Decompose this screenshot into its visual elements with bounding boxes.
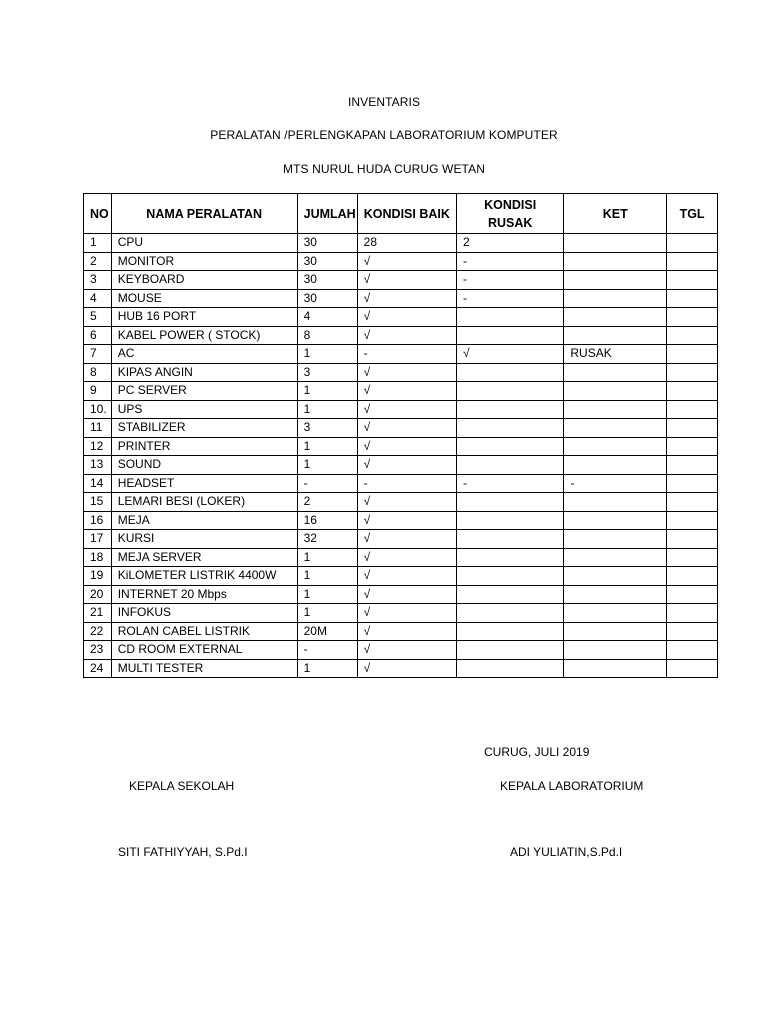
- table-row: [84, 345, 718, 364]
- cell-kondisi-baik: √: [357, 493, 456, 512]
- header-kondisi-baik: KONDISI BAIK: [357, 194, 456, 234]
- cell-kondisi-rusak: [456, 326, 563, 345]
- cell-no: 1: [84, 234, 112, 253]
- cell-kondisi-baik: √: [357, 419, 456, 438]
- cell-tgl: [667, 252, 718, 271]
- cell-kondisi-baik: √: [357, 456, 456, 475]
- cell-nama: MULTI TESTER: [111, 659, 297, 678]
- cell-ket: [564, 622, 667, 641]
- cell-kondisi-rusak: -: [456, 271, 563, 290]
- cell-jumlah: -: [297, 474, 357, 493]
- cell-nama: UPS: [111, 400, 297, 419]
- cell-kondisi-rusak: [456, 493, 563, 512]
- cell-jumlah: -: [297, 641, 357, 660]
- cell-jumlah: 3: [297, 419, 357, 438]
- cell-ket: [564, 548, 667, 567]
- table-row: [84, 567, 718, 586]
- cell-kondisi-rusak: √: [456, 345, 563, 364]
- cell-no: 12: [84, 437, 112, 456]
- cell-tgl: [667, 400, 718, 419]
- cell-tgl: [667, 326, 718, 345]
- cell-kondisi-rusak: -: [456, 252, 563, 271]
- header-jumlah: JUMLAH: [297, 194, 357, 234]
- table-row: [84, 382, 718, 401]
- cell-tgl: [667, 659, 718, 678]
- cell-nama: KiLOMETER LISTRIK 4400W: [111, 567, 297, 586]
- table-row: [84, 604, 718, 623]
- cell-jumlah: 1: [297, 659, 357, 678]
- cell-tgl: [667, 622, 718, 641]
- cell-kondisi-rusak: [456, 437, 563, 456]
- cell-ket: [564, 308, 667, 327]
- cell-kondisi-baik: √: [357, 641, 456, 660]
- cell-kondisi-baik: √: [357, 363, 456, 382]
- header-kondisi-rusak: KONDISI RUSAK: [456, 194, 563, 234]
- cell-nama: HUB 16 PORT: [111, 308, 297, 327]
- table-row: [84, 548, 718, 567]
- cell-ket: [564, 363, 667, 382]
- cell-tgl: [667, 345, 718, 364]
- place-date: CURUG, JULI 2019: [484, 745, 590, 759]
- document-title: INVENTARIS: [347, 95, 421, 109]
- cell-kondisi-rusak: [456, 548, 563, 567]
- cell-kondisi-rusak: 2: [456, 234, 563, 253]
- table-row: [84, 234, 718, 253]
- cell-kondisi-baik: √: [357, 382, 456, 401]
- cell-no: 17: [84, 530, 112, 549]
- header-nama-peralatan: NAMA PERALATAN: [111, 194, 297, 234]
- cell-no: 21: [84, 604, 112, 623]
- cell-kondisi-rusak: -: [456, 289, 563, 308]
- cell-kondisi-rusak: [456, 382, 563, 401]
- cell-ket: [564, 641, 667, 660]
- cell-no: 15: [84, 493, 112, 512]
- cell-kondisi-rusak: [456, 567, 563, 586]
- document-subtitle: PERALATAN /PERLENGKAPAN LABORATORIUM KOMPUTER: [210, 128, 558, 142]
- cell-jumlah: 1: [297, 567, 357, 586]
- cell-tgl: [667, 530, 718, 549]
- table-row: [84, 622, 718, 641]
- cell-jumlah: 4: [297, 308, 357, 327]
- cell-kondisi-baik: √: [357, 585, 456, 604]
- cell-nama: KURSI: [111, 530, 297, 549]
- cell-kondisi-baik: √: [357, 622, 456, 641]
- cell-ket: RUSAK: [564, 345, 667, 364]
- table-body: [84, 234, 718, 678]
- cell-nama: STABILIZER: [111, 419, 297, 438]
- cell-no: 14: [84, 474, 112, 493]
- cell-ket: [564, 234, 667, 253]
- cell-kondisi-rusak: -: [456, 474, 563, 493]
- cell-no: 20: [84, 585, 112, 604]
- left-signatory-name: SITI FATHIYYAH, S.Pd.I: [118, 845, 248, 859]
- right-signatory-title: KEPALA LABORATORIUM: [500, 779, 644, 793]
- inventory-table: [83, 193, 718, 678]
- cell-jumlah: 1: [297, 548, 357, 567]
- cell-ket: [564, 493, 667, 512]
- table-row: [84, 493, 718, 512]
- cell-nama: AC: [111, 345, 297, 364]
- cell-nama: KEYBOARD: [111, 271, 297, 290]
- table-header-row: [84, 194, 718, 234]
- cell-jumlah: 30: [297, 252, 357, 271]
- cell-jumlah: 30: [297, 271, 357, 290]
- cell-kondisi-baik: √: [357, 567, 456, 586]
- cell-ket: [564, 400, 667, 419]
- cell-nama: INFOKUS: [111, 604, 297, 623]
- cell-nama: LEMARI BESI (LOKER): [111, 493, 297, 512]
- cell-tgl: [667, 437, 718, 456]
- cell-kondisi-rusak: [456, 585, 563, 604]
- cell-ket: [564, 252, 667, 271]
- cell-jumlah: 1: [297, 382, 357, 401]
- cell-tgl: [667, 456, 718, 475]
- cell-nama: MEJA: [111, 511, 297, 530]
- cell-no: 13: [84, 456, 112, 475]
- cell-no: 18: [84, 548, 112, 567]
- cell-kondisi-baik: -: [357, 474, 456, 493]
- cell-nama: CD ROOM EXTERNAL: [111, 641, 297, 660]
- cell-no: 24: [84, 659, 112, 678]
- cell-nama: ROLAN CABEL LISTRIK: [111, 622, 297, 641]
- cell-kondisi-baik: √: [357, 252, 456, 271]
- cell-tgl: [667, 511, 718, 530]
- cell-kondisi-baik: √: [357, 548, 456, 567]
- cell-jumlah: 3: [297, 363, 357, 382]
- table-row: [84, 437, 718, 456]
- cell-ket: [564, 604, 667, 623]
- cell-ket: [564, 659, 667, 678]
- cell-kondisi-baik: √: [357, 511, 456, 530]
- cell-tgl: [667, 382, 718, 401]
- cell-nama: SOUND: [111, 456, 297, 475]
- cell-kondisi-rusak: [456, 456, 563, 475]
- table-row: [84, 289, 718, 308]
- cell-kondisi-rusak: [456, 530, 563, 549]
- cell-kondisi-rusak: [456, 622, 563, 641]
- cell-ket: [564, 437, 667, 456]
- cell-no: 7: [84, 345, 112, 364]
- cell-no: 16: [84, 511, 112, 530]
- cell-tgl: [667, 419, 718, 438]
- cell-no: 4: [84, 289, 112, 308]
- cell-kondisi-baik: -: [357, 345, 456, 364]
- cell-kondisi-rusak: [456, 363, 563, 382]
- cell-jumlah: 1: [297, 456, 357, 475]
- header-tgl: TGL: [667, 194, 718, 234]
- cell-kondisi-baik: 28: [357, 234, 456, 253]
- cell-nama: PC SERVER: [111, 382, 297, 401]
- cell-nama: MOUSE: [111, 289, 297, 308]
- cell-no: 10.: [84, 400, 112, 419]
- cell-kondisi-rusak: [456, 511, 563, 530]
- cell-no: 2: [84, 252, 112, 271]
- table-row: [84, 252, 718, 271]
- cell-tgl: [667, 585, 718, 604]
- cell-kondisi-baik: √: [357, 530, 456, 549]
- cell-no: 19: [84, 567, 112, 586]
- table-row: [84, 419, 718, 438]
- cell-nama: KABEL POWER ( STOCK): [111, 326, 297, 345]
- table-row: [84, 400, 718, 419]
- cell-ket: [564, 382, 667, 401]
- table-row: [84, 308, 718, 327]
- cell-kondisi-rusak: [456, 641, 563, 660]
- header-no: NO: [84, 194, 112, 234]
- cell-tgl: [667, 363, 718, 382]
- cell-tgl: [667, 289, 718, 308]
- cell-ket: [564, 567, 667, 586]
- table-row: [84, 456, 718, 475]
- cell-jumlah: 30: [297, 289, 357, 308]
- header-ket: KET: [564, 194, 667, 234]
- cell-ket: [564, 271, 667, 290]
- cell-ket: [564, 289, 667, 308]
- cell-jumlah: 8: [297, 326, 357, 345]
- table-row: [84, 326, 718, 345]
- cell-kondisi-baik: √: [357, 400, 456, 419]
- table-row: [84, 271, 718, 290]
- cell-kondisi-baik: √: [357, 271, 456, 290]
- cell-no: 22: [84, 622, 112, 641]
- cell-kondisi-baik: √: [357, 326, 456, 345]
- cell-kondisi-baik: √: [357, 659, 456, 678]
- cell-kondisi-baik: √: [357, 604, 456, 623]
- cell-jumlah: 1: [297, 345, 357, 364]
- table-row: [84, 474, 718, 493]
- cell-jumlah: 30: [297, 234, 357, 253]
- table-row: [84, 511, 718, 530]
- cell-jumlah: 1: [297, 400, 357, 419]
- cell-ket: [564, 419, 667, 438]
- cell-tgl: [667, 234, 718, 253]
- cell-ket: [564, 530, 667, 549]
- cell-ket: [564, 326, 667, 345]
- cell-jumlah: 20M: [297, 622, 357, 641]
- cell-nama: MEJA SERVER: [111, 548, 297, 567]
- cell-ket: -: [564, 474, 667, 493]
- cell-tgl: [667, 308, 718, 327]
- cell-kondisi-rusak: [456, 400, 563, 419]
- cell-tgl: [667, 567, 718, 586]
- cell-no: 5: [84, 308, 112, 327]
- cell-no: 9: [84, 382, 112, 401]
- cell-tgl: [667, 548, 718, 567]
- table-row: [84, 659, 718, 678]
- cell-no: 11: [84, 419, 112, 438]
- cell-ket: [564, 511, 667, 530]
- table-row: [84, 363, 718, 382]
- cell-kondisi-rusak: [456, 659, 563, 678]
- cell-nama: MONITOR: [111, 252, 297, 271]
- cell-tgl: [667, 474, 718, 493]
- right-signatory-name: ADI YULIATIN,S.Pd.I: [510, 845, 623, 859]
- school-name: MTS NURUL HUDA CURUG WETAN: [283, 162, 485, 176]
- cell-no: 6: [84, 326, 112, 345]
- cell-tgl: [667, 493, 718, 512]
- cell-kondisi-baik: √: [357, 289, 456, 308]
- cell-nama: HEADSET: [111, 474, 297, 493]
- cell-no: 23: [84, 641, 112, 660]
- cell-no: 8: [84, 363, 112, 382]
- cell-jumlah: 1: [297, 437, 357, 456]
- table-row: [84, 585, 718, 604]
- cell-tgl: [667, 641, 718, 660]
- cell-kondisi-baik: √: [357, 308, 456, 327]
- cell-jumlah: 1: [297, 604, 357, 623]
- cell-tgl: [667, 604, 718, 623]
- cell-kondisi-rusak: [456, 604, 563, 623]
- cell-kondisi-rusak: [456, 419, 563, 438]
- cell-nama: INTERNET 20 Mbps: [111, 585, 297, 604]
- cell-no: 3: [84, 271, 112, 290]
- table-row: [84, 530, 718, 549]
- cell-jumlah: 16: [297, 511, 357, 530]
- table-row: [84, 641, 718, 660]
- cell-nama: KIPAS ANGIN: [111, 363, 297, 382]
- cell-jumlah: 2: [297, 493, 357, 512]
- cell-tgl: [667, 271, 718, 290]
- cell-jumlah: 32: [297, 530, 357, 549]
- cell-kondisi-rusak: [456, 308, 563, 327]
- cell-ket: [564, 456, 667, 475]
- cell-nama: CPU: [111, 234, 297, 253]
- cell-jumlah: 1: [297, 585, 357, 604]
- cell-nama: PRINTER: [111, 437, 297, 456]
- cell-kondisi-baik: √: [357, 437, 456, 456]
- cell-ket: [564, 585, 667, 604]
- left-signatory-title: KEPALA SEKOLAH: [129, 779, 235, 793]
